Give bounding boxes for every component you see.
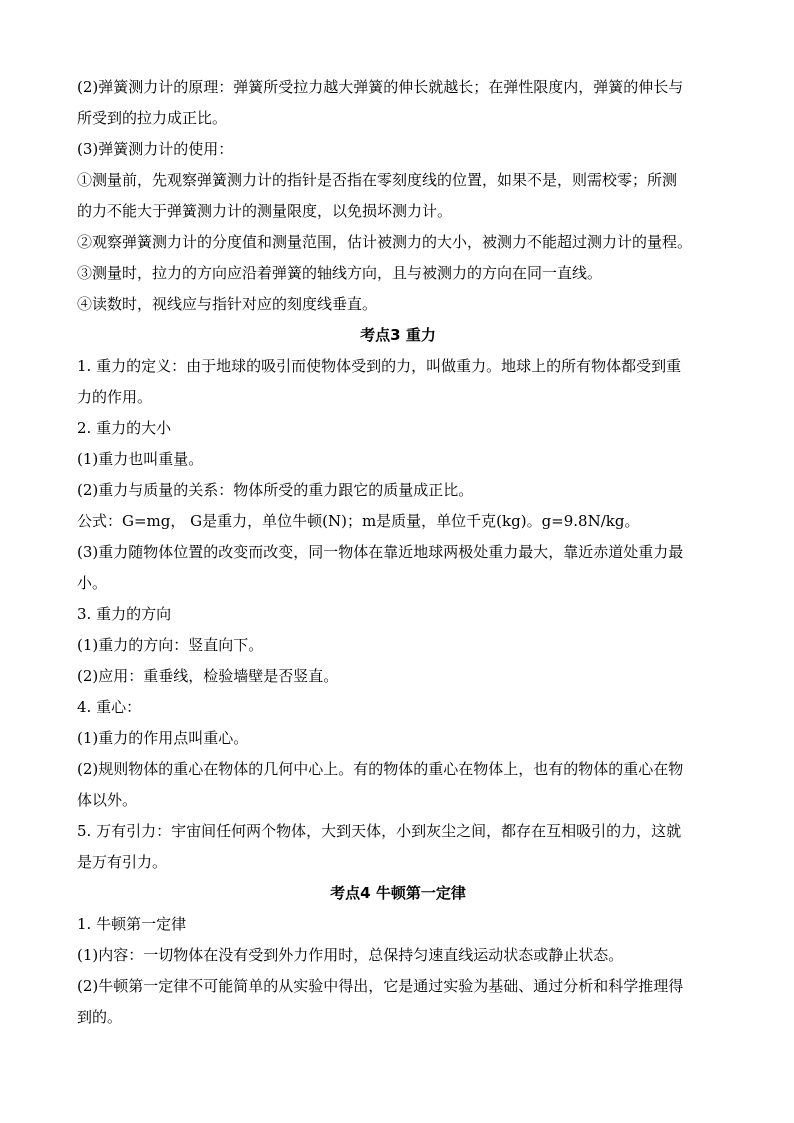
text-line: 2. 重力的大小 [77, 419, 172, 437]
text-line: 力的作用。 [77, 388, 153, 406]
text-line: (2)重力与质量的关系：物体所受的重力跟它的质量成正比。 [77, 481, 474, 499]
text-line: 1. 重力的定义：由于地球的吸引而使物体受到的力，叫做重力。地球上的所有物体都受到重 [77, 357, 682, 375]
text-line: 小。 [77, 574, 108, 592]
text-line: ④读数时，视线应与指针对应的刻度线垂直。 [77, 295, 378, 313]
text-line: 5. 万有引力：宇宙间任何两个物体，大到天体，小到灰尘之间，都存在互相吸引的力，这就 [77, 822, 682, 840]
text-line: (1)内容：一切物体在没有受到外力作用时，总保持匀速直线运动状态或静止状态。 [77, 946, 624, 964]
text-line: ③测量时，拉力的方向应沿着弹簧的轴线方向，且与被测力的方向在同一直线。 [77, 264, 603, 282]
document-page [77, 72, 719, 1033]
text-line: (1)重力的作用点叫重心。 [77, 729, 249, 747]
text-line: (2)应用：重垂线，检验墙壁是否竖直。 [77, 667, 339, 685]
text-line: ①测量前，先观察弹簧测力计的指针是否指在零刻度线的位置，如果不是，则需校零；所测 [77, 171, 678, 189]
text-line: 到的。 [77, 1008, 123, 1026]
text-line: 3. 重力的方向 [77, 605, 172, 623]
text-line: 体以外。 [77, 791, 138, 809]
text-line: 是万有引力。 [77, 853, 168, 871]
text-line: (1)重力的方向：竖直向下。 [77, 636, 264, 654]
section-heading-gravity: 考点3 重力 [360, 326, 436, 344]
text-line: 所受到的拉力成正比。 [77, 109, 228, 127]
text-line: (2)规则物体的重心在物体的几何中心上。有的物体的重心在物体上，也有的物体的重心在物 [77, 760, 684, 778]
text-line: (3)弹簧测力计的使用： [77, 140, 234, 158]
formula-line: 公式：G=mg， G是重力，单位牛顿(N)；m是质量，单位千克(kg)。g=9.8N/kg。 [77, 512, 640, 530]
text-line: (2)牛顿第一定律不可能简单的从实验中得出，它是通过实验为基础、通过分析和科学推理得 [77, 977, 684, 995]
text-line: (3)重力随物体位置的改变而改变，同一物体在靠近地球两极处重力最大，靠近赤道处重力最 [77, 543, 684, 561]
text-line: 的力不能大于弹簧测力计的测量限度，以免损坏测力计。 [77, 202, 453, 220]
text-line: (1)重力也叫重量。 [77, 450, 204, 468]
text-line: (2)弹簧测力计的原理：弹簧所受拉力越大弹簧的伸长就越长；在弹性限度内，弹簧的伸长与 [77, 78, 684, 96]
section-heading-newton-first-law: 考点4 牛顿第一定律 [330, 884, 466, 902]
text-line: ②观察弹簧测力计的分度值和测量范围，估计被测力的大小，被测力不能超过测力计的量程。 [77, 233, 693, 251]
text-line: 1. 牛顿第一定律 [77, 915, 187, 933]
text-line: 4. 重心： [77, 698, 142, 716]
